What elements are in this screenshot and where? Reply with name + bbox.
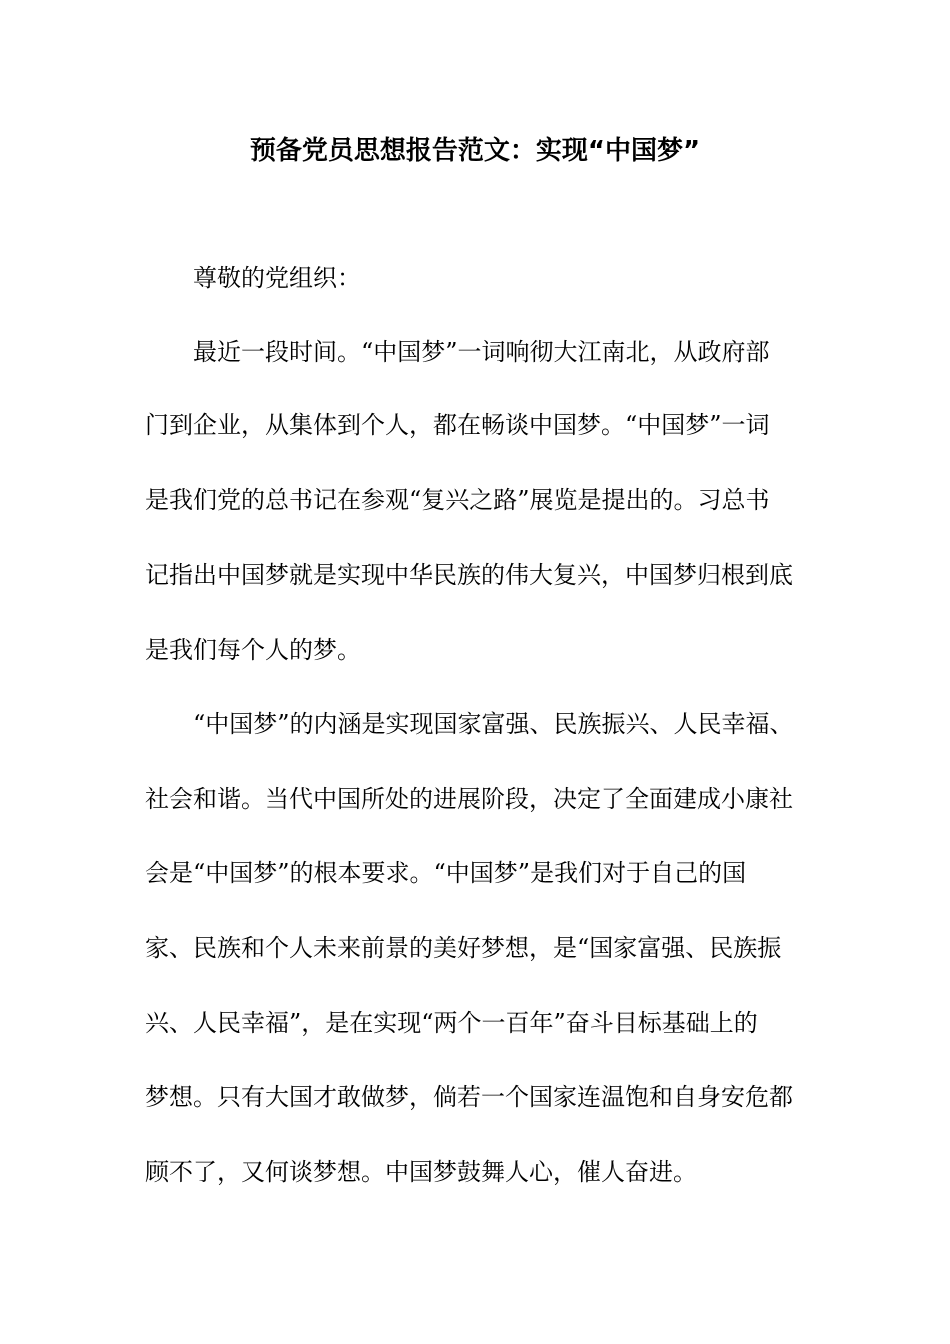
- paragraph-1-line-5: 是我们每个人的梦。: [145, 636, 361, 664]
- paragraph-2-line-3: 会是“中国梦”的根本要求。“中国梦”是我们对于自己的国: [145, 859, 747, 887]
- paragraph-2-line-7: 顾不了，又何谈梦想。中国梦鼓舞人心，催人奋进。: [145, 1158, 697, 1186]
- document-title: 预备党员思想报告范文：实现“中国梦”: [249, 136, 701, 166]
- paragraph-2-line-5: 兴、人民幸福”，是在实现“两个一百年”奋斗目标基础上的: [145, 1009, 758, 1037]
- paragraph-2-line-2: 社会和谐。当代中国所处的进展阶段，决定了全面建成小康社: [145, 785, 793, 813]
- paragraph-1-line-3: 是我们党的总书记在参观“复兴之路”展览是提出的。习总书: [145, 486, 770, 514]
- paragraph-2-line-4: 家、民族和个人未来前景的美好梦想，是“国家富强、民族振: [145, 934, 782, 962]
- paragraph-2-line-6: 梦想。只有大国才敢做梦，倘若一个国家连温饱和自身安危都: [145, 1083, 793, 1111]
- paragraph-2-line-1: “中国梦”的内涵是实现国家富强、民族振兴、人民幸福、: [193, 710, 794, 738]
- salutation: 尊敬的党组织：: [193, 264, 361, 292]
- paragraph-1-line-4: 记指出中国梦就是实现中华民族的伟大复兴，中国梦归根到底: [145, 561, 793, 589]
- paragraph-1-line-1: 最近一段时间。“中国梦”一词响彻大江南北，从政府部: [193, 338, 770, 366]
- paragraph-1-line-2: 门到企业，从集体到个人，都在畅谈中国梦。“中国梦”一词: [145, 411, 770, 439]
